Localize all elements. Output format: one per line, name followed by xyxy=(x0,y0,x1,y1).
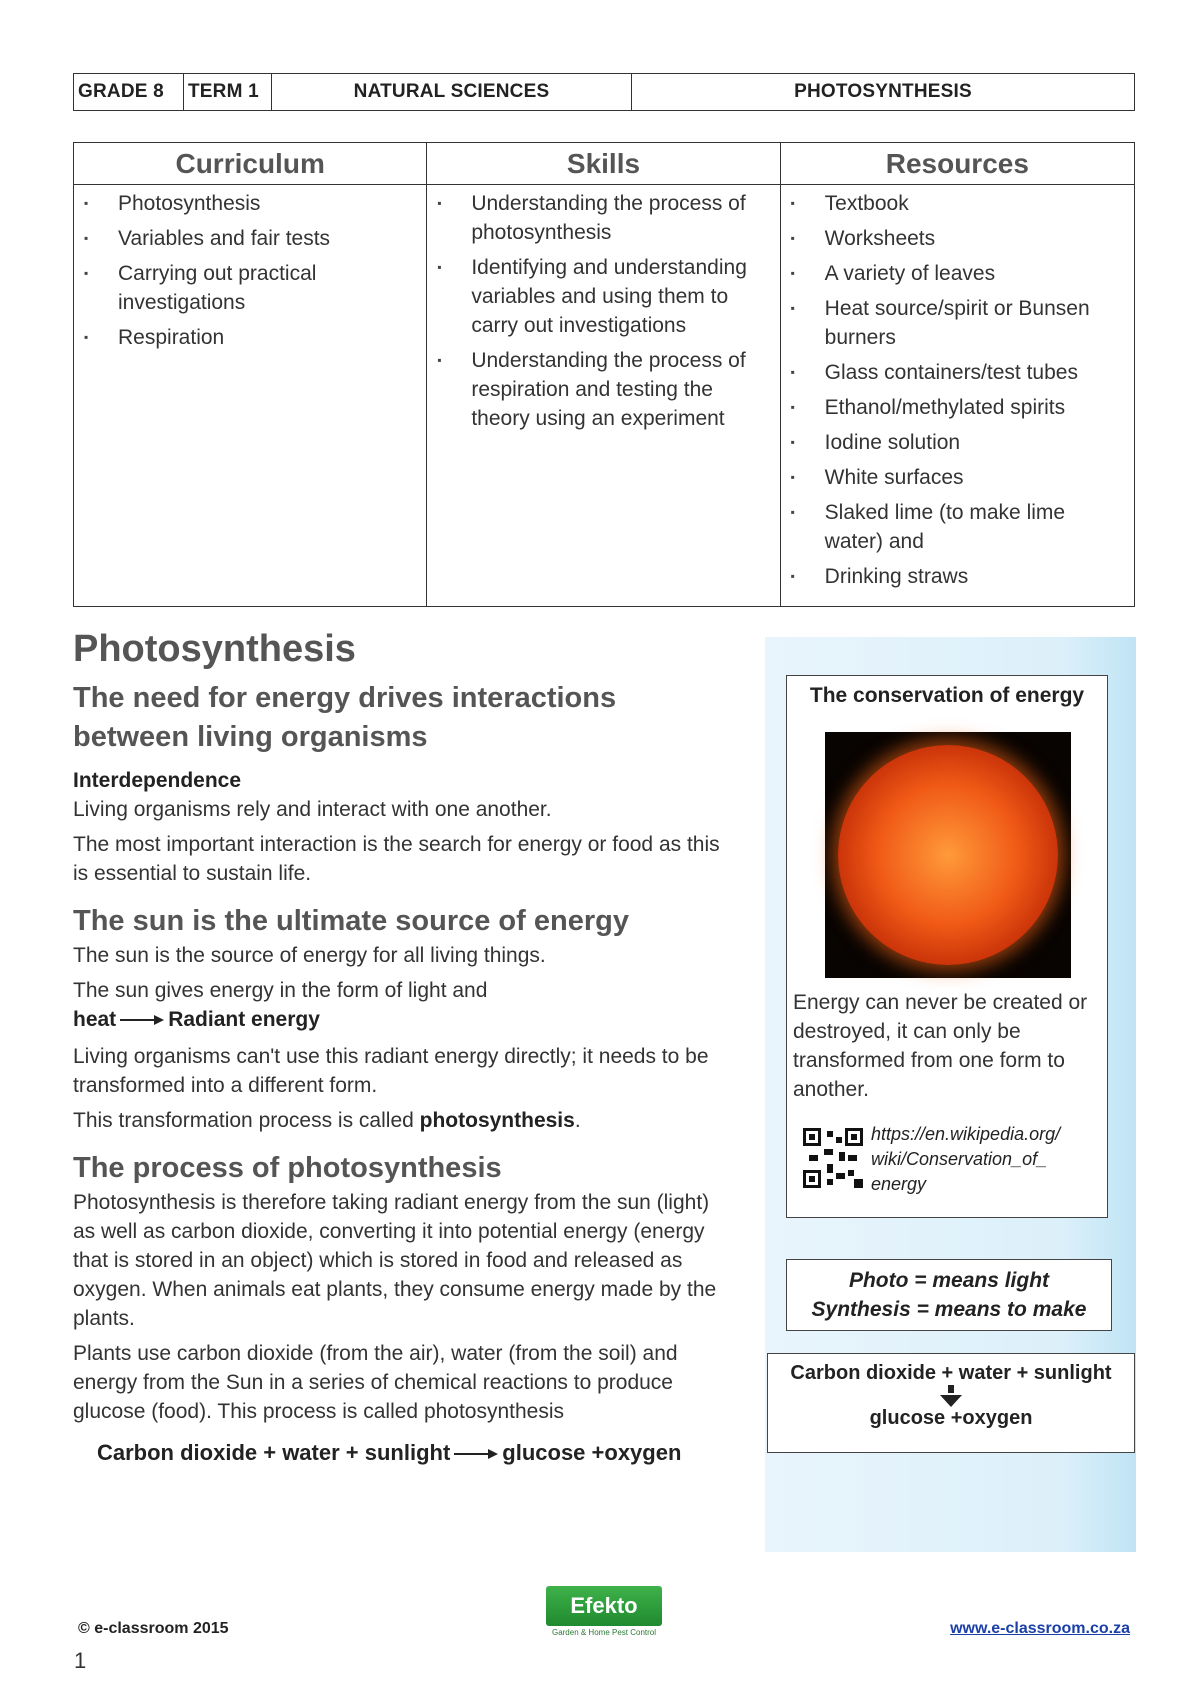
paragraph: The most important interaction is the search for energy or food as this is essential to sustain life. xyxy=(73,833,720,885)
equation-box xyxy=(767,1353,1135,1453)
list-item: ▪ Worksheets xyxy=(789,224,1128,253)
paragraph: Photosynthesis is therefore taking radiant energy from the sun (light) as well as carbon dioxide, converting it into potential energy (energy that is stored in an object) which is stored in food and released as oxygen. When animals eat plants, they consume energy made by the plants. xyxy=(73,1191,717,1330)
list-item: ▪ Understanding the process of respiration and testing the theory using an experiment xyxy=(435,346,773,433)
list-item: ▪ Variables and fair tests xyxy=(82,224,420,253)
efekto-logo xyxy=(546,1586,662,1642)
wikipedia-link[interactable] xyxy=(871,1122,1103,1197)
page-title: Photosynthesis xyxy=(73,628,356,670)
equation-products: glucose +oxygen xyxy=(869,1407,1033,1429)
definition-photo: Photo = means light xyxy=(848,1269,1050,1292)
sun-disc xyxy=(838,745,1058,965)
qr-code-icon[interactable] xyxy=(803,1128,863,1188)
radiant-energy-term: Radiant energy xyxy=(168,1008,320,1031)
list-item: ▪ Iodine solution xyxy=(789,428,1128,457)
heat-term: heat xyxy=(73,1008,117,1031)
main-article xyxy=(73,628,733,1466)
list-item: ▪ Carrying out practical investigations xyxy=(82,259,420,317)
equation-reactants: Carbon dioxide + water + sunlight xyxy=(97,1440,451,1465)
page-number: 1 xyxy=(74,1648,87,1673)
list-item: ▪ Slaked lime (to make lime water) and xyxy=(789,498,1128,556)
definition-synthesis: Synthesis = means to make xyxy=(811,1298,1087,1321)
list-item: ▪ Respiration xyxy=(82,323,420,352)
column-heading: Skills xyxy=(427,143,779,185)
arrow-right-icon xyxy=(454,1449,498,1459)
copyright: © e-classroom 2015 xyxy=(78,1620,229,1637)
grade-label: GRADE 8 xyxy=(74,74,184,110)
subject-label: NATURAL SCIENCES xyxy=(272,74,632,110)
document-header xyxy=(73,73,1135,111)
list-item: ▪ A variety of leaves xyxy=(789,259,1128,288)
logo-tagline: Garden & Home Pest Control xyxy=(551,1628,657,1637)
conservation-title: The conservation of energy xyxy=(809,684,1085,707)
list-item: ▪ Photosynthesis xyxy=(82,189,420,218)
sun-section-heading: The sun is the ultimate source of energy xyxy=(73,905,629,937)
paragraph: Living organisms can't use this radiant energy directly; it needs to be transformed into a different form. xyxy=(73,1045,709,1097)
list-item: ▪ Understanding the process of photosynthesis xyxy=(435,189,773,247)
list-item: ▪ Glass containers/test tubes xyxy=(789,358,1128,387)
paragraph: Plants use carbon dioxide (from the air), water (from the soil) and energy from the Sun in a series of chemical reactions to produce glucose (food). This process is called photosynthesis xyxy=(73,1342,678,1423)
photosynthesis-equation xyxy=(73,1440,733,1466)
conservation-box xyxy=(786,675,1108,1218)
paragraph-text: This transformation process is called xyxy=(73,1109,420,1132)
skills-column xyxy=(427,143,780,606)
sidebar-panel xyxy=(765,637,1136,1552)
list-item: ▪ Heat source/spirit or Bunsen burners xyxy=(789,294,1128,352)
website-link[interactable]: www.e-classroom.co.za xyxy=(950,1620,1130,1637)
resources-column xyxy=(781,143,1134,606)
logo-badge: Efekto xyxy=(546,1586,662,1626)
link-line: wiki/Conservation_of_ xyxy=(871,1149,1048,1169)
list-item: ▪ Identifying and understanding variables and using them to carry out investigations xyxy=(435,253,773,340)
sun-image xyxy=(825,732,1071,978)
column-heading: Resources xyxy=(781,143,1134,185)
paragraph-text: . xyxy=(574,1109,581,1132)
paragraph-text: The sun gives energy in the form of light and xyxy=(73,979,488,1002)
arrow-right-icon xyxy=(120,1015,164,1025)
equation-products: glucose +oxygen xyxy=(502,1440,682,1465)
section-subtitle: The need for energy drives interactions between living organisms xyxy=(73,682,617,753)
photosynthesis-term: photosynthesis xyxy=(419,1109,575,1132)
arrow-down-icon-stem xyxy=(948,1385,954,1393)
interdependence-heading: Interdependence xyxy=(73,769,242,792)
topic-label: PHOTOSYNTHESIS xyxy=(794,81,972,102)
definition-box xyxy=(786,1259,1112,1331)
column-heading: Curriculum xyxy=(74,143,426,185)
link-line: energy xyxy=(871,1174,927,1194)
list-item: ▪ Ethanol/methylated spirits xyxy=(789,393,1128,422)
overview-table xyxy=(73,142,1135,607)
paragraph xyxy=(73,1106,733,1135)
list-item: ▪ Textbook xyxy=(789,189,1128,218)
paragraph: Living organisms rely and interact with one another. xyxy=(73,798,552,821)
process-section-heading: The process of photosynthesis xyxy=(73,1152,502,1184)
list-item: ▪ Drinking straws xyxy=(789,562,1128,591)
paragraph: The sun is the source of energy for all living things. xyxy=(73,944,546,967)
equation-reactants: Carbon dioxide + water + sunlight xyxy=(790,1362,1112,1384)
link-line: https://en.wikipedia.org/ xyxy=(871,1124,1061,1144)
arrow-down-icon xyxy=(940,1395,962,1407)
conservation-text: Energy can never be created or destroyed, it can only be transformed from one form to another. xyxy=(793,991,1088,1101)
term-label: TERM 1 xyxy=(184,74,272,110)
paragraph xyxy=(73,976,733,1034)
curriculum-column xyxy=(74,143,427,606)
list-item: ▪ White surfaces xyxy=(789,463,1128,492)
